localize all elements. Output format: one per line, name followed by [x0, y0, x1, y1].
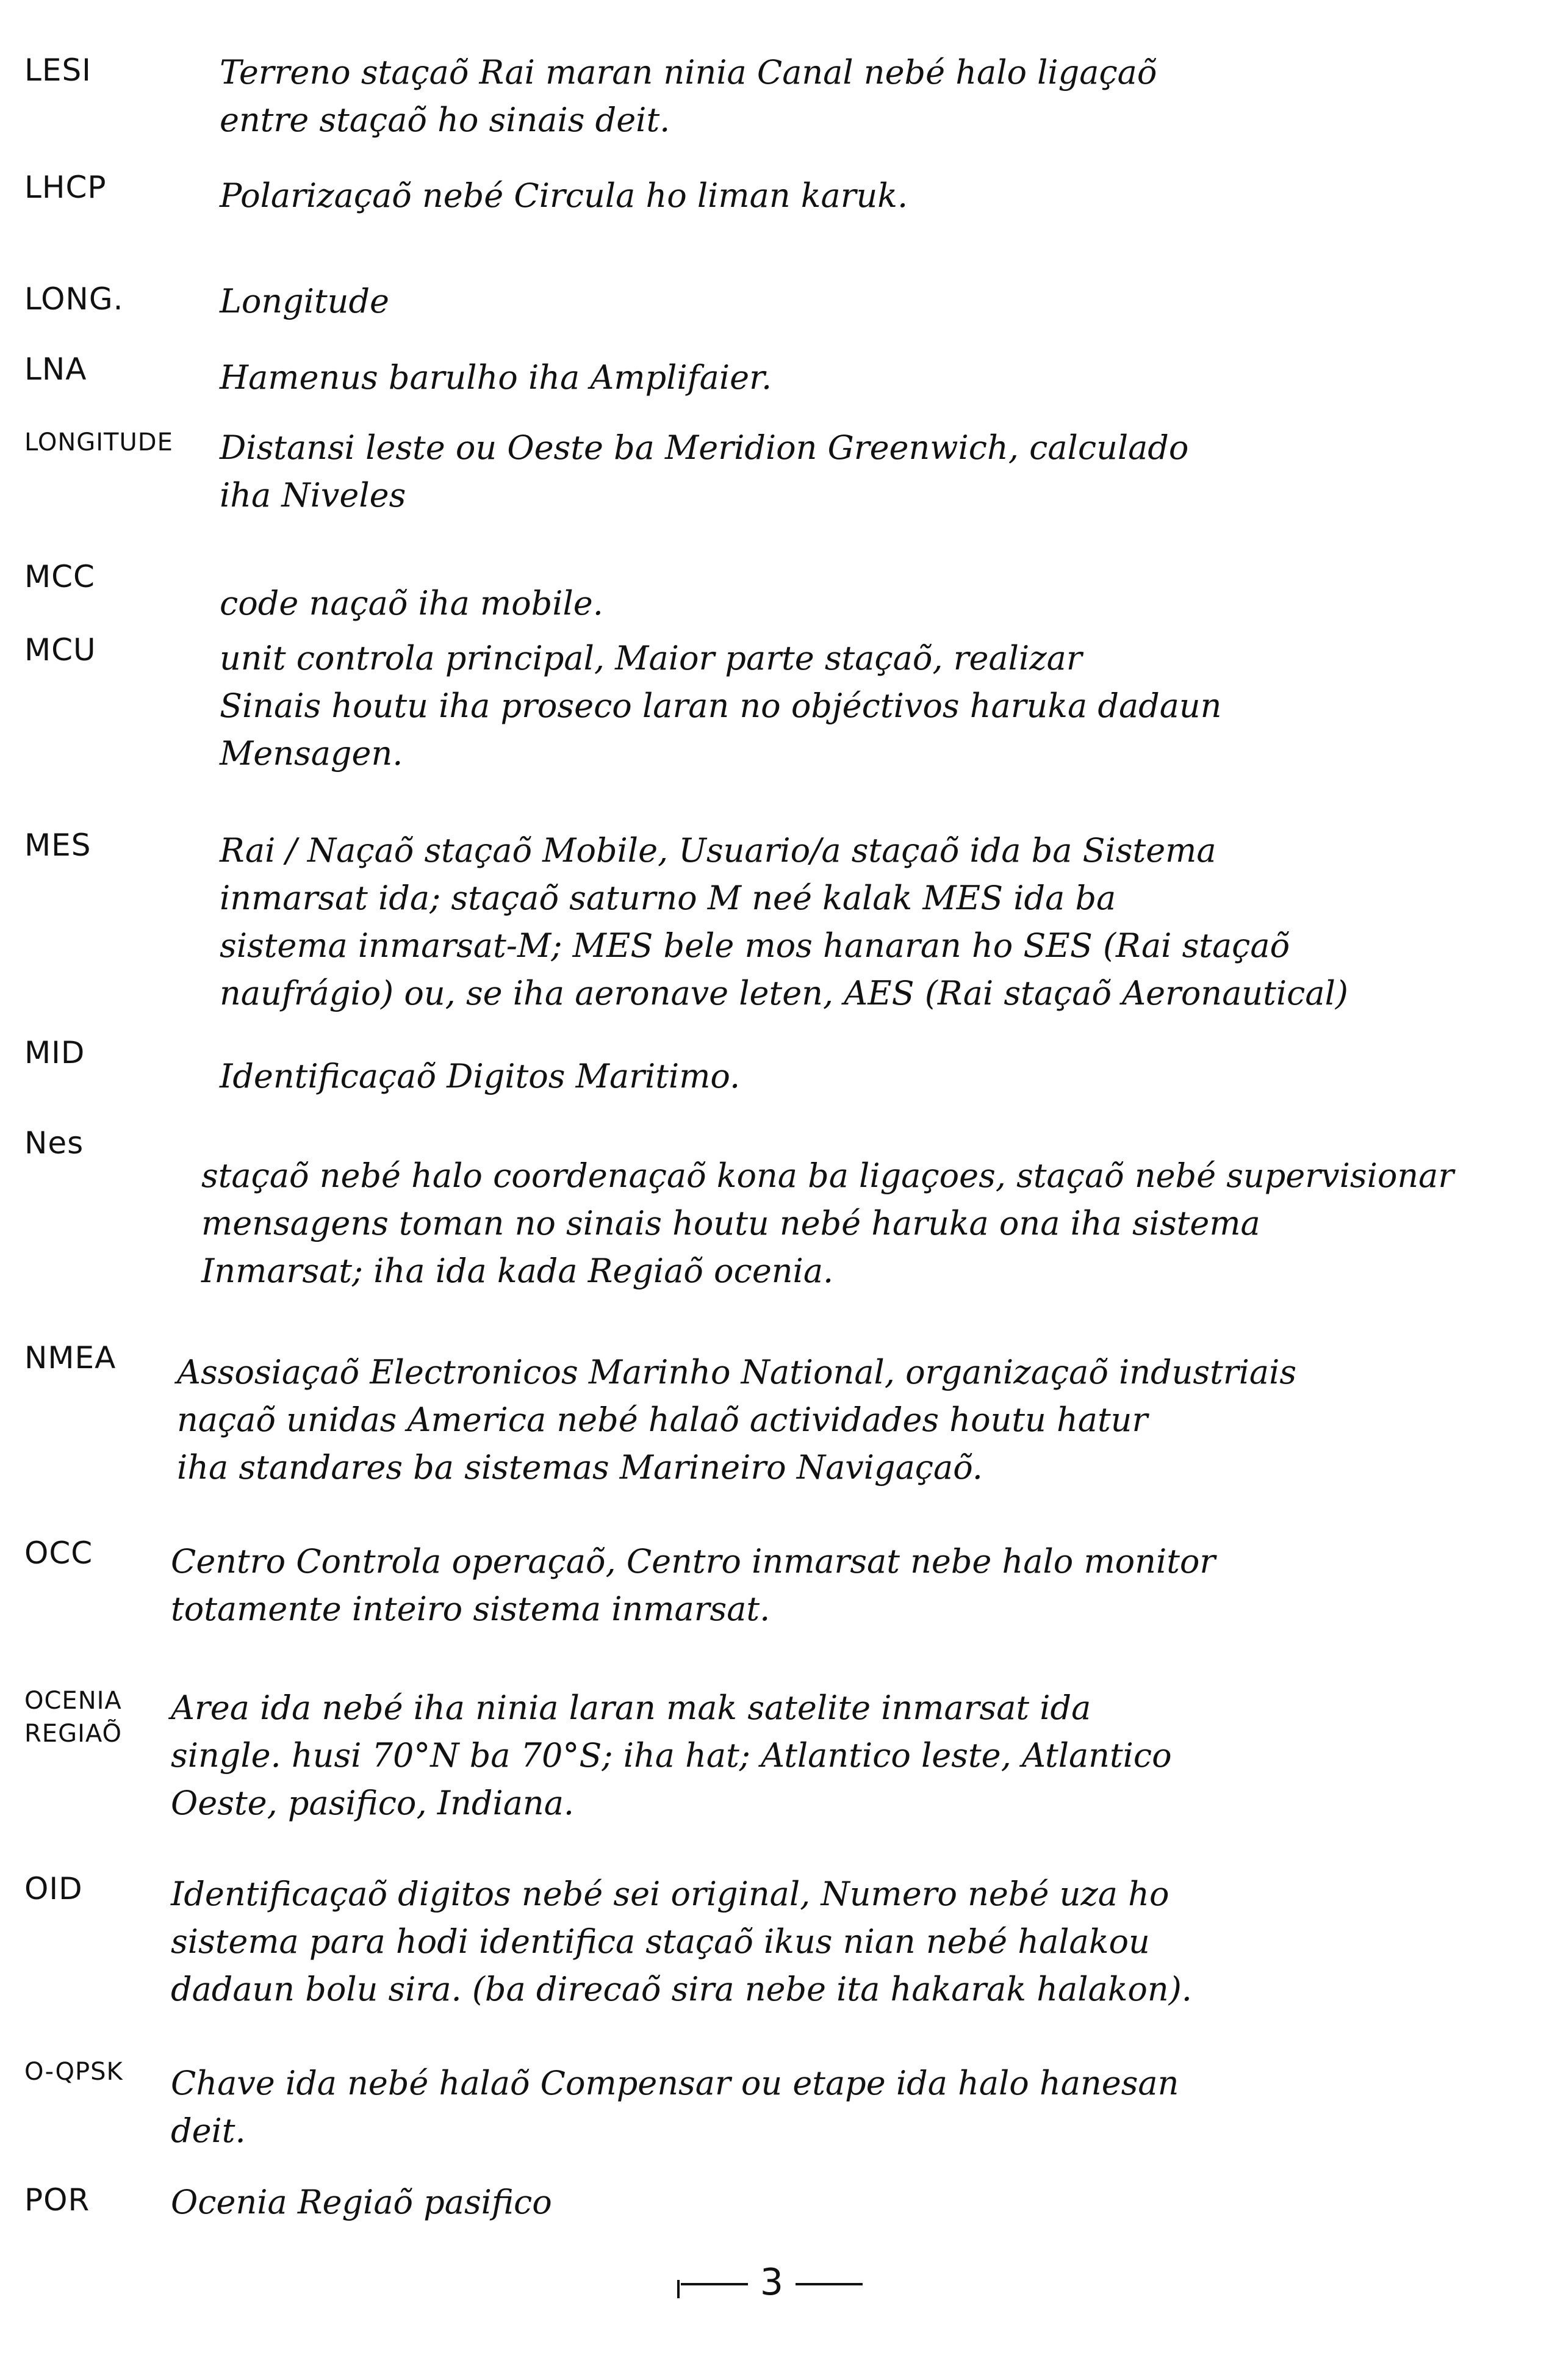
definition-line: staçaõ nebé halo coordenaçaõ kona ba ligaçoes, staçaõ nebé supervisionar	[201, 1156, 1454, 1195]
definition-line: iha standares ba sistemas Marineiro Navigaçaõ.	[177, 1448, 983, 1487]
definition	[171, 1538, 1501, 1633]
definition-line: Assosiaçaõ Electronicos Marinho National, organizaçaõ industriais	[177, 1353, 1297, 1391]
page-number-dash-left	[681, 2283, 748, 2285]
definition-line: mensagens toman no sinais houtu nebé haruka ona iha sistema	[201, 1204, 1260, 1242]
page-number	[0, 2261, 1552, 2304]
term: MID	[24, 1035, 85, 1070]
term: LNA	[24, 352, 87, 387]
term: LONG.	[24, 281, 124, 317]
definition-line: Longitude	[220, 282, 389, 320]
term: OCC	[24, 1535, 93, 1571]
page-number-value: 3	[760, 2261, 784, 2304]
definition-line: sistema para hodi identifica staçaõ ikus nian nebé halakou	[171, 1922, 1150, 1961]
definition-line: Mensagen.	[220, 734, 403, 773]
definition-line: Ocenia Regiaõ pasifico	[171, 2183, 552, 2221]
term: MCU	[24, 632, 96, 668]
definition-line: unit controla principal, Maior parte staçaõ, realizar	[220, 639, 1082, 677]
term: OCENIA REGIAÕ	[24, 1687, 123, 1748]
definition-line: code naçaõ iha mobile.	[220, 584, 603, 622]
term: LESI	[24, 52, 92, 88]
definition	[171, 2179, 1501, 2226]
page-number-mark	[677, 2280, 680, 2298]
definition-line: inmarsat ida; staçaõ saturno M neé kalak MES ida ba	[220, 879, 1116, 917]
definition-line: Distansi leste ou Oeste ba Meridion Greenwich, calculado	[220, 428, 1189, 467]
term: LHCP	[24, 170, 107, 205]
definition	[171, 1870, 1501, 2013]
definition-line: dadaun bolu sira. (ba direcaõ sira nebe ita hakarak halakon).	[171, 1970, 1192, 2008]
definition	[171, 1684, 1501, 1827]
definition-line: Sinais houtu iha proseco laran no objéctivos haruka dadaun	[220, 687, 1222, 725]
definition-line: totamente inteiro sistema inmarsat.	[171, 1590, 771, 1628]
term: MES	[24, 828, 92, 863]
definition	[220, 580, 1513, 627]
definition-line: Identificaçaõ Digitos Maritimo.	[220, 1057, 741, 1095]
definition-line: Oeste, pasifico, Indiana.	[171, 1784, 575, 1822]
definition	[220, 635, 1513, 777]
definition-line: Terreno staçaõ Rai maran ninia Canal nebé halo ligaçaõ	[220, 53, 1157, 92]
term: MCC	[24, 559, 95, 594]
definition-line: single. husi 70°N ba 70°S; iha hat; Atlantico leste, Atlantico	[171, 1736, 1172, 1775]
definition	[220, 172, 1513, 220]
definition-line: Centro Controla operaçaõ, Centro inmarsat nebe halo monitor	[171, 1542, 1216, 1581]
term: Nes	[24, 1125, 84, 1161]
term: O-QPSK	[24, 2058, 123, 2086]
definition-line: sistema inmarsat-M; MES bele mos hanaran ho SES (Rai staçaõ	[220, 926, 1290, 965]
page-number-dash-right	[796, 2283, 863, 2285]
definition	[220, 1053, 1513, 1100]
definition-line: Chave ida nebé halaõ Compensar ou etape ida halo hanesan	[171, 2064, 1179, 2102]
definition-line: Inmarsat; iha ida kada Regiaõ ocenia.	[201, 1252, 834, 1290]
definition	[220, 278, 1513, 325]
term: OID	[24, 1871, 83, 1906]
definition	[201, 1152, 1531, 1295]
definition-line: Polarizaçaõ nebé Circula ho liman karuk.	[220, 176, 908, 215]
definition-line: naufrágio) ou, se iha aeronave leten, AES (Rai staçaõ Aeronautical)	[220, 974, 1348, 1012]
definition-line: Identificaçaõ digitos nebé sei original, Numero nebé uza ho	[171, 1875, 1169, 1913]
definition	[171, 2060, 1501, 2155]
term: NMEA	[24, 1340, 117, 1376]
definition-line: Rai / Naçaõ staçaõ Mobile, Usuario/a staçaõ ida ba Sistema	[220, 831, 1216, 870]
definition-line: Hamenus barulho iha Amplifaier.	[220, 358, 772, 397]
term: LONGITUDE	[24, 428, 173, 456]
definition-line: naçaõ unidas America nebé halaõ actividades houtu hatur	[177, 1401, 1148, 1439]
definition-line: entre staçaõ ho sinais deit.	[220, 101, 670, 139]
definition-line: iha Niveles	[220, 476, 406, 514]
definition	[220, 354, 1513, 402]
definition-line: deit.	[171, 2111, 246, 2150]
definition	[220, 424, 1513, 519]
term: POR	[24, 2182, 90, 2218]
definition	[220, 827, 1513, 1017]
definition	[177, 1349, 1507, 1491]
definition	[220, 49, 1513, 144]
definition-line: Area ida nebé iha ninia laran mak satelite inmarsat ida	[171, 1689, 1091, 1727]
